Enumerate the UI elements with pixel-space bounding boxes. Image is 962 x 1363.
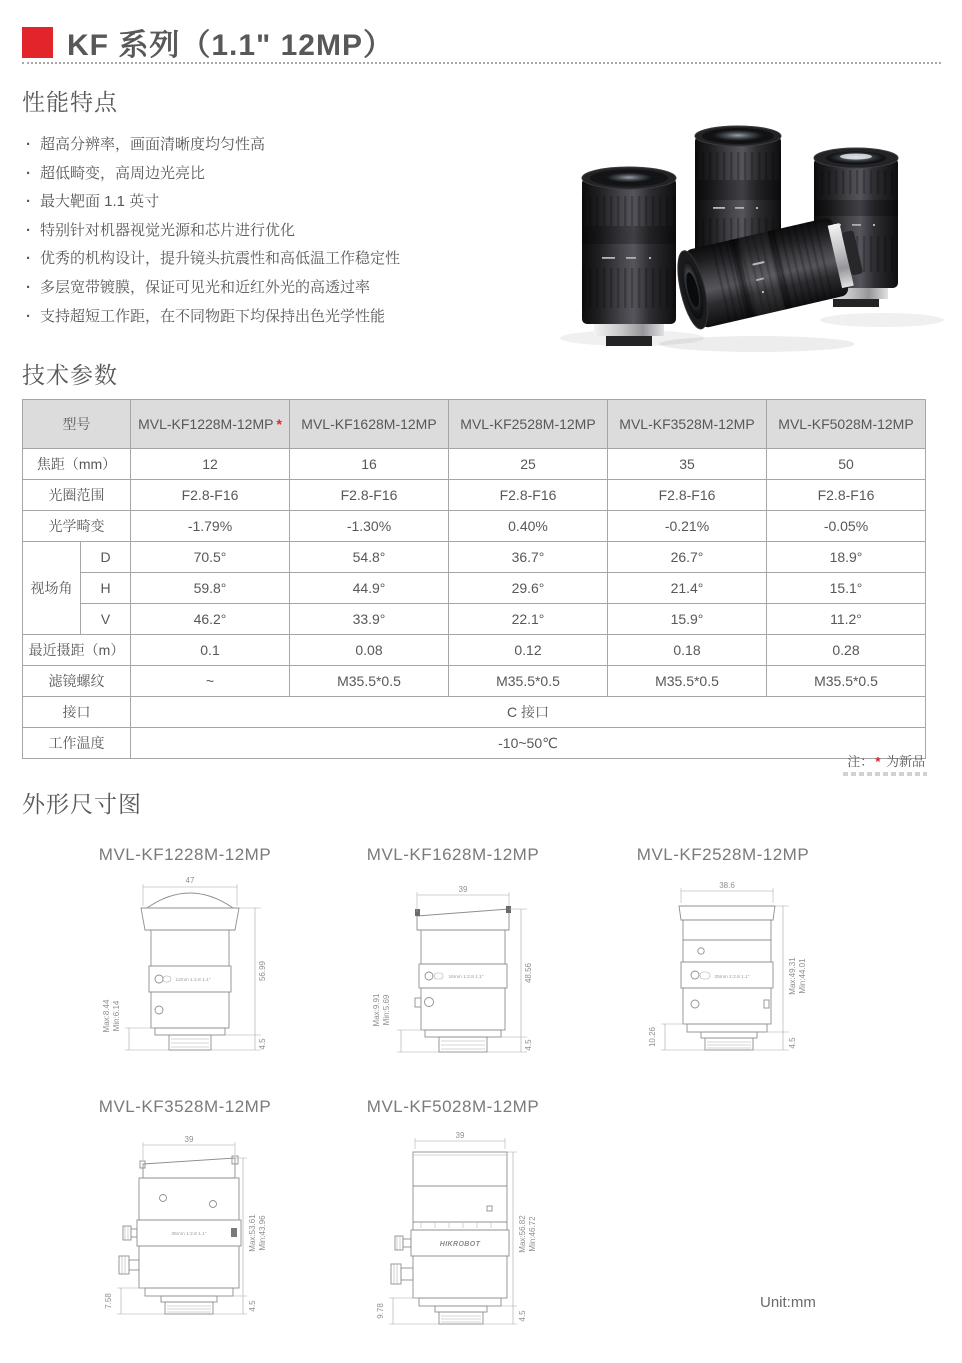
table-header-row <box>23 400 926 449</box>
row-fov-h <box>23 573 926 604</box>
cell: 59.8° <box>131 573 290 604</box>
dim-left: 9.78 <box>376 1303 385 1319</box>
figure-title: MVL-KF1228M-12MP <box>98 845 272 864</box>
dim-top: 47 <box>185 876 195 885</box>
row-label: 最近摄距（m） <box>23 635 131 666</box>
cell: 35 <box>608 449 767 480</box>
dim-top: 39 <box>184 1135 194 1144</box>
row-label: 视场角 <box>23 542 81 635</box>
cell: F2.8-F16 <box>449 480 608 511</box>
dim-min: Min:6.14 <box>112 1000 121 1032</box>
row-aperture <box>23 480 926 511</box>
cell: 44.9° <box>290 573 449 604</box>
feature-item: · 超高分辨率，画面清晰度均匀性高 <box>24 131 554 160</box>
cell: M35.5*0.5 <box>608 666 767 697</box>
row-distortion <box>23 511 926 542</box>
table-note <box>22 751 925 770</box>
new-product-star: * <box>276 416 282 432</box>
dimension-drawing-kf2528 <box>625 876 825 1076</box>
note-text: 为新品 <box>882 754 925 769</box>
row-label: 滤镜螺纹 <box>23 666 131 697</box>
cell: -1.79% <box>131 511 290 542</box>
red-square-marker <box>22 27 53 58</box>
feature-item: · 特别针对机器视觉光源和芯片进行优化 <box>24 217 554 246</box>
cell: 70.5° <box>131 542 290 573</box>
cell-merged: C 接口 <box>131 697 926 728</box>
dim-min: Min:46.72 <box>528 1216 537 1252</box>
cell: M35.5*0.5 <box>290 666 449 697</box>
lens-marking: 35mm 1:2.8 1.1" <box>171 1232 207 1237</box>
row-label: 光学畸变 <box>23 511 131 542</box>
dimension-drawing-kf1628 <box>363 878 553 1078</box>
cell: F2.8-F16 <box>767 480 926 511</box>
dim-top: 39 <box>458 885 468 894</box>
lens-marking: 16mm 1:2.8 1.1" <box>448 975 484 980</box>
dim-flange: 4.5 <box>518 1310 527 1322</box>
brand-logo-text: HIKROBOT <box>439 1241 481 1248</box>
row-fov-v <box>23 604 926 635</box>
row-label: 焦距（mm） <box>23 449 131 480</box>
sub-label: V <box>81 604 131 635</box>
model-cell: MVL-KF3528M-12MP <box>608 400 767 449</box>
cell: 0.18 <box>608 635 767 666</box>
cell: F2.8-F16 <box>290 480 449 511</box>
cell: -1.30% <box>290 511 449 542</box>
cell: 26.7° <box>608 542 767 573</box>
cell-merged: -10~50℃ <box>131 728 926 759</box>
row-label: 接口 <box>23 697 131 728</box>
product-photo <box>552 104 962 356</box>
feature-item: · 优秀的机构设计，提升镜头抗震性和高低温工作稳定性 <box>24 245 554 274</box>
sub-label: D <box>81 542 131 573</box>
dotted-divider <box>22 62 941 64</box>
cell: 12 <box>131 449 290 480</box>
cell: 15.9° <box>608 604 767 635</box>
dim-left: 10.26 <box>648 1026 657 1048</box>
cell: M35.5*0.5 <box>767 666 926 697</box>
dim-flange: 4.5 <box>248 1300 257 1312</box>
row-filter <box>23 666 926 697</box>
feature-item: · 多层宽带镀膜，保证可见光和近红外光的高透过率 <box>24 274 554 303</box>
page-header <box>22 20 394 64</box>
cell: 46.2° <box>131 604 290 635</box>
cell: 22.1° <box>449 604 608 635</box>
figure-title: MVL-KF1628M-12MP <box>366 845 540 864</box>
dim-min: Min:43.96 <box>258 1215 267 1251</box>
row-focal <box>23 449 926 480</box>
cell: F2.8-F16 <box>608 480 767 511</box>
lens-marking: 25mm 1:2.8 1.1" <box>714 975 750 980</box>
row-label: 光圈范围 <box>23 480 131 511</box>
dim-top: 39 <box>455 1131 465 1140</box>
spec-table <box>22 399 926 759</box>
cell: 29.6° <box>449 573 608 604</box>
model-cell <box>131 400 290 449</box>
cell: M35.5*0.5 <box>449 666 608 697</box>
note-star: * <box>875 754 881 769</box>
cell: -0.05% <box>767 511 926 542</box>
cell: 0.1 <box>131 635 290 666</box>
dim-height: 56.99 <box>258 960 267 982</box>
dimension-drawing-kf5028 <box>355 1126 555 1341</box>
row-fov-d <box>23 542 926 573</box>
dim-flange: 4.5 <box>258 1038 267 1050</box>
cell: 50 <box>767 449 926 480</box>
unit-note: Unit:mm <box>760 1294 816 1311</box>
note-prefix: 注： <box>847 754 874 769</box>
cropped-note-artifact <box>843 772 927 776</box>
sub-label: H <box>81 573 131 604</box>
page-title: KF 系列（1.1" 12MP） <box>67 29 394 62</box>
cell: 0.40% <box>449 511 608 542</box>
row-label: 工作温度 <box>23 728 131 759</box>
cell: 0.28 <box>767 635 926 666</box>
cell: 15.1° <box>767 573 926 604</box>
cell: 25 <box>449 449 608 480</box>
cell: 54.8° <box>290 542 449 573</box>
feature-item: · 最大靶面 1.1 英寸 <box>24 188 554 217</box>
dimensions-heading: 外形尺寸图 <box>22 791 142 817</box>
cell: F2.8-F16 <box>131 480 290 511</box>
figure-title: MVL-KF5028M-12MP <box>366 1097 540 1116</box>
lens-marking: 12mm 1:2.8 1.1" <box>175 978 211 983</box>
dim-max: Max:49.31 <box>788 957 797 995</box>
cell: 36.7° <box>449 542 608 573</box>
features-list <box>24 131 554 331</box>
dim-height: 48.56 <box>524 962 533 984</box>
figure-title: MVL-KF3528M-12MP <box>98 1097 272 1116</box>
dim-max: Max:9.91 <box>372 993 381 1027</box>
dim-max: Max:53.61 <box>248 1214 257 1252</box>
features-heading: 性能特点 <box>22 89 118 115</box>
model-cell: MVL-KF2528M-12MP <box>449 400 608 449</box>
row-mod <box>23 635 926 666</box>
dim-min: Min:5.69 <box>382 994 391 1026</box>
cell: 11.2° <box>767 604 926 635</box>
row-mount <box>23 697 926 728</box>
model-name: MVL-KF1228M-12MP <box>138 416 274 432</box>
dim-left: 7.58 <box>104 1293 113 1309</box>
cell: 0.12 <box>449 635 608 666</box>
cell: 33.9° <box>290 604 449 635</box>
feature-item: · 支持超短工作距，在不同物距下均保持出色光学性能 <box>24 303 554 332</box>
dim-flange: 4.5 <box>788 1037 797 1049</box>
model-cell: MVL-KF5028M-12MP <box>767 400 926 449</box>
cell: 16 <box>290 449 449 480</box>
dim-max: Max:8.44 <box>102 999 111 1033</box>
dim-min: Min:44.01 <box>798 958 807 994</box>
cell: -0.21% <box>608 511 767 542</box>
dimension-drawing-kf3528 <box>85 1128 285 1338</box>
dimension-drawing-kf1228 <box>95 868 285 1073</box>
figure-title: MVL-KF2528M-12MP <box>636 845 810 864</box>
dim-max: Max:56.82 <box>518 1215 527 1253</box>
cell: 21.4° <box>608 573 767 604</box>
feature-item: · 超低畸变，高周边光亮比 <box>24 160 554 189</box>
cell: ~ <box>131 666 290 697</box>
dim-top: 38.6 <box>719 881 735 890</box>
model-label-cell: 型号 <box>23 400 131 449</box>
cell: 0.08 <box>290 635 449 666</box>
cell: 18.9° <box>767 542 926 573</box>
specs-heading: 技术参数 <box>22 362 118 388</box>
dim-flange: 4.5 <box>524 1039 533 1051</box>
model-cell: MVL-KF1628M-12MP <box>290 400 449 449</box>
